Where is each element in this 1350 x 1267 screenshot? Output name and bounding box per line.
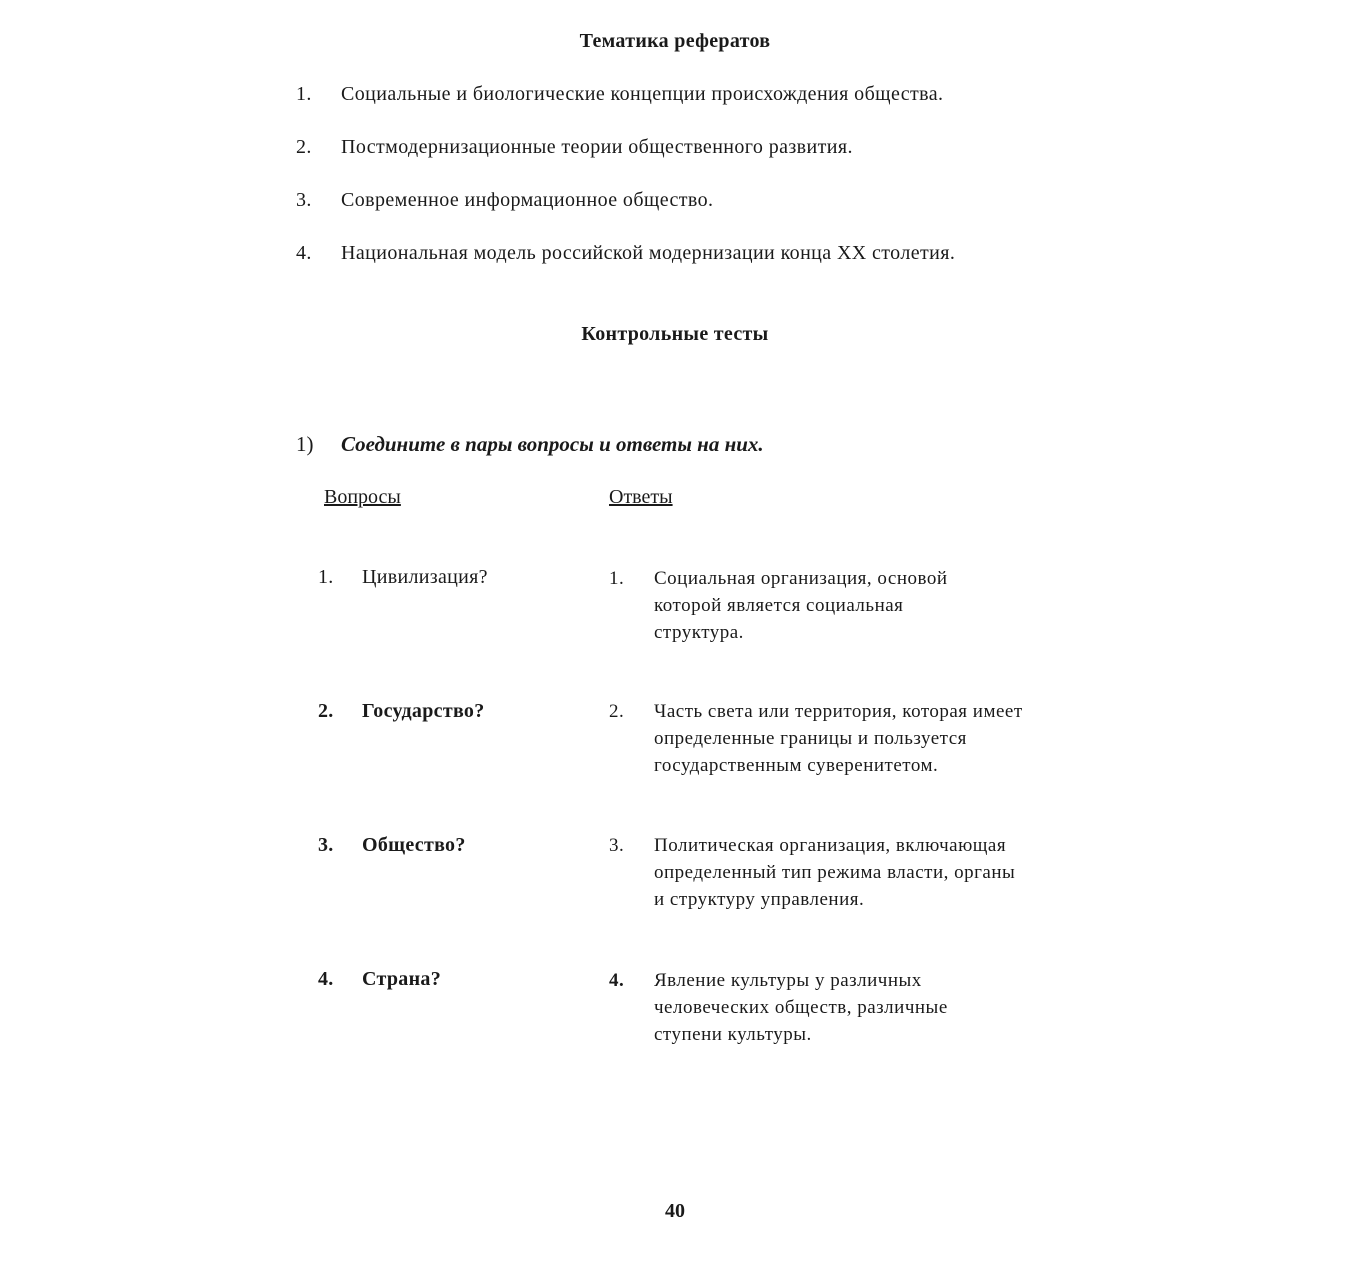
topic-number: 2. — [296, 136, 312, 158]
topic-text: Национальная модель российской модернизации конца XX столетия. — [341, 242, 956, 264]
task-text: Соедините в пары вопросы и ответы на них. — [341, 432, 764, 456]
question-text: Цивилизация? — [362, 566, 488, 588]
question-number: 4. — [318, 968, 334, 990]
topic-item — [296, 136, 853, 159]
essay-topics-heading: Тематика рефератов — [579, 30, 771, 52]
topic-text: Постмодернизационные теории общественного развития. — [341, 136, 853, 158]
answers-column-header: Ответы — [609, 486, 673, 508]
questions-column-header: Вопросы — [324, 486, 401, 508]
question-item — [318, 700, 485, 723]
task-instruction — [296, 432, 764, 457]
answer-text: Политическая организация, включающая определенный тип режима власти, органы и структуру управления. — [654, 835, 1016, 910]
answer-number: 2. — [609, 701, 625, 722]
answer-number: 1. — [609, 568, 625, 589]
question-number: 3. — [318, 834, 334, 856]
topic-text: Социальные и биологические концепции происхождения общества. — [341, 83, 944, 105]
topic-item — [296, 83, 943, 106]
topic-text: Современное информационное общество. — [341, 189, 714, 211]
answer-number: 4. — [609, 970, 625, 991]
answer-text: Социальная организация, основой которой является социальная структура. — [654, 568, 948, 643]
question-item — [318, 566, 488, 589]
answer-number: 3. — [609, 835, 625, 856]
task-number: 1) — [296, 432, 314, 456]
answer-text: Часть света или территория, которая имеет определенные границы и пользуется государственным суверенитетом. — [654, 701, 1023, 776]
topic-number: 3. — [296, 189, 312, 211]
question-text: Государство? — [362, 700, 485, 722]
control-tests-heading: Контрольные тесты — [581, 323, 769, 345]
topic-item — [296, 242, 955, 265]
question-item — [318, 968, 441, 991]
question-number: 1. — [318, 566, 334, 588]
question-text: Страна? — [362, 968, 441, 990]
question-number: 2. — [318, 700, 334, 722]
topic-item — [296, 189, 713, 212]
page-number: 40 — [665, 1200, 685, 1222]
answer-text: Явление культуры у различных человеческих обществ, различные ступени культуры. — [654, 970, 948, 1045]
question-text: Общество? — [362, 834, 466, 856]
topic-number: 4. — [296, 242, 312, 264]
topic-number: 1. — [296, 83, 312, 105]
question-item — [318, 834, 466, 857]
